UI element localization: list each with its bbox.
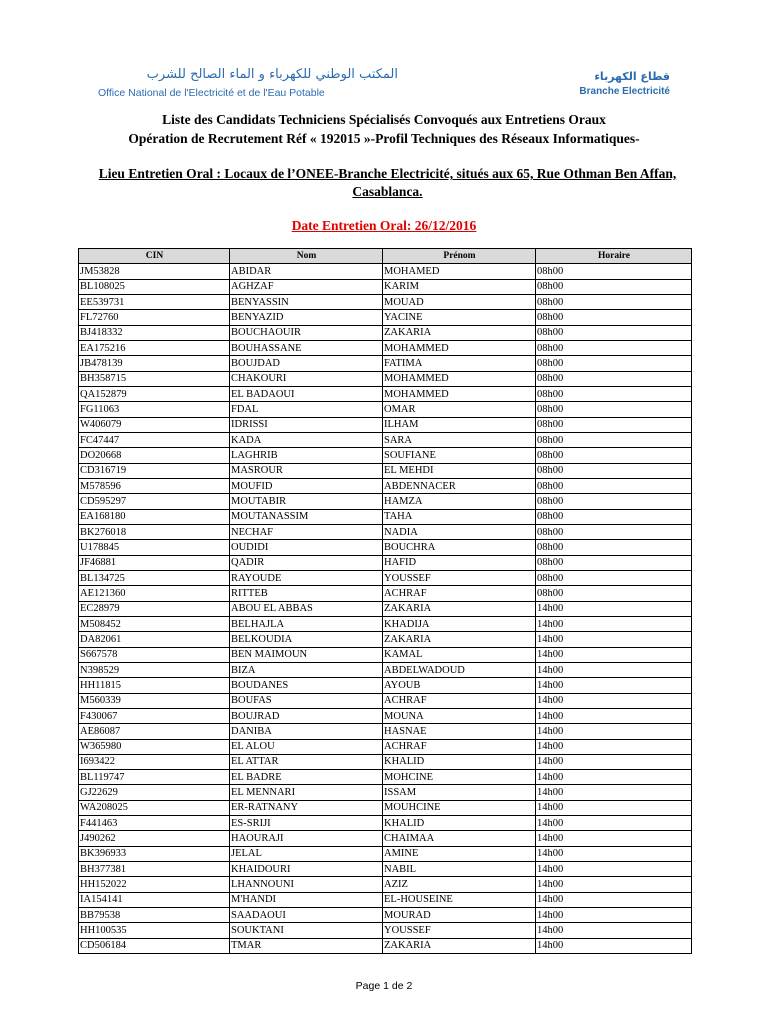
table-row <box>79 294 692 309</box>
table-row <box>79 386 692 401</box>
cell-cin: J490262 <box>79 831 230 846</box>
page-number: Page 1 de 2 <box>355 980 413 992</box>
cell-prenom: ACHRAF <box>383 693 536 708</box>
table-row <box>79 494 692 509</box>
cell-nom: BEN MAIMOUN <box>230 647 383 662</box>
cell-prenom: HASNAE <box>383 724 536 739</box>
table-row <box>79 310 692 325</box>
cell-cin: JF46881 <box>79 555 230 570</box>
cell-cin: FC47447 <box>79 432 230 447</box>
cell-horaire: 08h00 <box>536 340 692 355</box>
cell-horaire: 14h00 <box>536 770 692 785</box>
cell-cin: DA82061 <box>79 632 230 647</box>
cell-prenom: ZAKARIA <box>383 601 536 616</box>
cell-prenom: BOUCHRA <box>383 540 536 555</box>
cell-nom: BELKOUDIA <box>230 632 383 647</box>
cell-nom: EL BADRE <box>230 770 383 785</box>
table-row <box>79 586 692 601</box>
cell-horaire: 08h00 <box>536 264 692 279</box>
cell-horaire: 14h00 <box>536 632 692 647</box>
cell-cin: BK276018 <box>79 524 230 539</box>
cell-horaire: 08h00 <box>536 325 692 340</box>
table-row <box>79 724 692 739</box>
cell-horaire: 14h00 <box>536 724 692 739</box>
cell-cin: FG11063 <box>79 402 230 417</box>
cell-horaire: 14h00 <box>536 892 692 907</box>
onee-name-arabic: المكتب الوطني للكهرباء و الماء الصالح للشرب <box>146 67 398 82</box>
cell-cin: EA175216 <box>79 340 230 355</box>
cell-prenom: EL MEHDI <box>383 463 536 478</box>
cell-nom: EL ATTAR <box>230 754 383 769</box>
cell-horaire: 14h00 <box>536 800 692 815</box>
cell-prenom: TAHA <box>383 509 536 524</box>
cell-prenom: OMAR <box>383 402 536 417</box>
cell-nom: MASROUR <box>230 463 383 478</box>
cell-nom: ABOU EL ABBAS <box>230 601 383 616</box>
cell-nom: M'HANDI <box>230 892 383 907</box>
cell-nom: BOUDANES <box>230 678 383 693</box>
cell-horaire: 14h00 <box>536 647 692 662</box>
cell-prenom: CHAIMAA <box>383 831 536 846</box>
cell-cin: HH11815 <box>79 678 230 693</box>
cell-nom: AGHZAF <box>230 279 383 294</box>
table-row <box>79 448 692 463</box>
cell-nom: EL BADAOUI <box>230 386 383 401</box>
table-row <box>79 892 692 907</box>
cell-cin: M578596 <box>79 478 230 493</box>
cell-prenom: ZAKARIA <box>383 632 536 647</box>
cell-nom: MOUFID <box>230 478 383 493</box>
cell-horaire: 08h00 <box>536 402 692 417</box>
interview-location: Lieu Entretien Oral : Locaux de l’ONEE-Branche Electricité, situés aux 65, Rue Othman Ben Affan, Casablanca. <box>98 166 677 199</box>
table-row <box>79 754 692 769</box>
cell-horaire: 08h00 <box>536 448 692 463</box>
cell-cin: GJ22629 <box>79 785 230 800</box>
branche-name-french: Branche Electricité <box>579 86 670 97</box>
cell-nom: FDAL <box>230 402 383 417</box>
candidates-table <box>78 248 692 954</box>
cell-cin: W365980 <box>79 739 230 754</box>
cell-prenom: MOURAD <box>383 908 536 923</box>
cell-horaire: 14h00 <box>536 816 692 831</box>
cell-cin: HH152022 <box>79 877 230 892</box>
table-row <box>79 509 692 524</box>
cell-horaire: 14h00 <box>536 616 692 631</box>
document-title: Liste des Candidats Techniciens Spécialisés Convoqués aux Entretiens Oraux <box>162 112 606 127</box>
cell-prenom: MOHAMMED <box>383 386 536 401</box>
table-row <box>79 340 692 355</box>
cell-nom: BOUJRAD <box>230 708 383 723</box>
table-row <box>79 770 692 785</box>
cell-nom: LAGHRIB <box>230 448 383 463</box>
table-row <box>79 555 692 570</box>
cell-horaire: 08h00 <box>536 570 692 585</box>
cell-horaire: 14h00 <box>536 739 692 754</box>
cell-prenom: MOHCINE <box>383 770 536 785</box>
cell-nom: BOUFAS <box>230 693 383 708</box>
cell-horaire: 08h00 <box>536 294 692 309</box>
cell-horaire: 08h00 <box>536 540 692 555</box>
cell-cin: QA152879 <box>79 386 230 401</box>
cell-horaire: 08h00 <box>536 555 692 570</box>
cell-cin: M508452 <box>79 616 230 631</box>
cell-horaire: 08h00 <box>536 478 692 493</box>
cell-cin: F441463 <box>79 816 230 831</box>
cell-horaire: 14h00 <box>536 831 692 846</box>
cell-nom: SAADAOUI <box>230 908 383 923</box>
cell-prenom: MOUAD <box>383 294 536 309</box>
cell-horaire: 14h00 <box>536 678 692 693</box>
table-row <box>79 647 692 662</box>
cell-prenom: ABDENNACER <box>383 478 536 493</box>
cell-horaire: 08h00 <box>536 386 692 401</box>
cell-prenom: MOHAMED <box>383 264 536 279</box>
table-row <box>79 601 692 616</box>
cell-horaire: 08h00 <box>536 524 692 539</box>
cell-cin: EC28979 <box>79 601 230 616</box>
header-horaire: Horaire <box>536 249 692 264</box>
cell-prenom: NABIL <box>383 862 536 877</box>
cell-horaire: 08h00 <box>536 494 692 509</box>
cell-nom: TMAR <box>230 938 383 953</box>
cell-prenom: AYOUB <box>383 678 536 693</box>
cell-nom: IDRISSI <box>230 417 383 432</box>
cell-cin: DO20668 <box>79 448 230 463</box>
cell-prenom: YACINE <box>383 310 536 325</box>
header-nom: Nom <box>230 249 383 264</box>
cell-prenom: HAFID <box>383 555 536 570</box>
cell-nom: KHAIDOURI <box>230 862 383 877</box>
cell-cin: AE121360 <box>79 586 230 601</box>
cell-prenom: ABDELWADOUD <box>383 662 536 677</box>
cell-nom: LHANNOUNI <box>230 877 383 892</box>
cell-nom: KADA <box>230 432 383 447</box>
cell-horaire: 14h00 <box>536 923 692 938</box>
table-row <box>79 432 692 447</box>
table-row <box>79 325 692 340</box>
onee-name-french: Office National de l'Electricité et de l'Eau Potable <box>98 87 325 99</box>
cell-nom: BOUJDAD <box>230 356 383 371</box>
cell-horaire: 14h00 <box>536 785 692 800</box>
table-row <box>79 570 692 585</box>
cell-horaire: 08h00 <box>536 586 692 601</box>
cell-prenom: MOUNA <box>383 708 536 723</box>
cell-prenom: ZAKARIA <box>383 325 536 340</box>
cell-prenom: ISSAM <box>383 785 536 800</box>
cell-nom: HAOURAJI <box>230 831 383 846</box>
cell-nom: CHAKOURI <box>230 371 383 386</box>
cell-prenom: AMINE <box>383 846 536 861</box>
cell-cin: N398529 <box>79 662 230 677</box>
interview-date: Date Entretien Oral: 26/12/2016 <box>291 218 477 233</box>
cell-horaire: 14h00 <box>536 877 692 892</box>
cell-nom: MOUTANASSIM <box>230 509 383 524</box>
cell-horaire: 08h00 <box>536 432 692 447</box>
cell-cin: F430067 <box>79 708 230 723</box>
table-row <box>79 785 692 800</box>
cell-cin: CD506184 <box>79 938 230 953</box>
cell-prenom: MOHAMMED <box>383 340 536 355</box>
cell-prenom: NADIA <box>383 524 536 539</box>
cell-prenom: YOUSSEF <box>383 570 536 585</box>
table-row <box>79 846 692 861</box>
cell-prenom: SOUFIANE <box>383 448 536 463</box>
cell-prenom: KHALID <box>383 816 536 831</box>
table-row <box>79 678 692 693</box>
cell-cin: BH358715 <box>79 371 230 386</box>
table-row <box>79 831 692 846</box>
cell-horaire: 08h00 <box>536 279 692 294</box>
table-row <box>79 708 692 723</box>
table-row <box>79 693 692 708</box>
cell-prenom: YOUSSEF <box>383 923 536 938</box>
cell-horaire: 14h00 <box>536 862 692 877</box>
cell-cin: AE86087 <box>79 724 230 739</box>
cell-horaire: 14h00 <box>536 754 692 769</box>
table-row <box>79 264 692 279</box>
table-row <box>79 540 692 555</box>
cell-cin: BL134725 <box>79 570 230 585</box>
cell-cin: BB79538 <box>79 908 230 923</box>
table-row <box>79 478 692 493</box>
cell-cin: JM53828 <box>79 264 230 279</box>
table-row <box>79 662 692 677</box>
cell-cin: WA208025 <box>79 800 230 815</box>
cell-cin: BL119747 <box>79 770 230 785</box>
cell-cin: BK396933 <box>79 846 230 861</box>
cell-horaire: 14h00 <box>536 601 692 616</box>
cell-horaire: 08h00 <box>536 417 692 432</box>
table-row <box>79 524 692 539</box>
cell-cin: HH100535 <box>79 923 230 938</box>
table-row <box>79 816 692 831</box>
table-row <box>79 862 692 877</box>
table-row <box>79 616 692 631</box>
cell-horaire: 14h00 <box>536 846 692 861</box>
document-subtitle: Opération de Recrutement Réf « 192015 »-Profil Techniques des Réseaux Informatiques- <box>128 131 640 146</box>
cell-cin: EA168180 <box>79 509 230 524</box>
cell-prenom: MOHAMMED <box>383 371 536 386</box>
cell-prenom: EL-HOUSEINE <box>383 892 536 907</box>
cell-nom: BOUCHAOUIR <box>230 325 383 340</box>
table-row <box>79 463 692 478</box>
cell-nom: ABIDAR <box>230 264 383 279</box>
table-header-row <box>79 249 692 264</box>
cell-prenom: KHALID <box>383 754 536 769</box>
cell-cin: BJ418332 <box>79 325 230 340</box>
cell-cin: IA154141 <box>79 892 230 907</box>
cell-horaire: 08h00 <box>536 310 692 325</box>
cell-nom: EL MENNARI <box>230 785 383 800</box>
cell-nom: ES-SRIJI <box>230 816 383 831</box>
cell-cin: I693422 <box>79 754 230 769</box>
cell-cin: M560339 <box>79 693 230 708</box>
cell-prenom: ILHAM <box>383 417 536 432</box>
cell-cin: CD595297 <box>79 494 230 509</box>
cell-nom: NECHAF <box>230 524 383 539</box>
table-row <box>79 908 692 923</box>
cell-prenom: ZAKARIA <box>383 938 536 953</box>
cell-cin: BH377381 <box>79 862 230 877</box>
cell-prenom: ACHRAF <box>383 739 536 754</box>
table-row <box>79 632 692 647</box>
cell-horaire: 14h00 <box>536 938 692 953</box>
cell-cin: W406079 <box>79 417 230 432</box>
cell-cin: CD316719 <box>79 463 230 478</box>
cell-nom: QADIR <box>230 555 383 570</box>
cell-cin: U178845 <box>79 540 230 555</box>
cell-nom: JELAL <box>230 846 383 861</box>
header-prenom: Prénom <box>383 249 536 264</box>
table-row <box>79 923 692 938</box>
cell-nom: BELHAJLA <box>230 616 383 631</box>
table-row <box>79 371 692 386</box>
table-row <box>79 739 692 754</box>
table-row <box>79 402 692 417</box>
cell-nom: EL ALOU <box>230 739 383 754</box>
cell-nom: RAYOUDE <box>230 570 383 585</box>
cell-horaire: 14h00 <box>536 708 692 723</box>
cell-nom: MOUTABIR <box>230 494 383 509</box>
table-row <box>79 279 692 294</box>
cell-nom: OUDIDI <box>230 540 383 555</box>
cell-prenom: ACHRAF <box>383 586 536 601</box>
branche-logo-right <box>579 70 670 98</box>
cell-cin: FL72760 <box>79 310 230 325</box>
cell-nom: DANIBA <box>230 724 383 739</box>
cell-horaire: 08h00 <box>536 371 692 386</box>
table-row <box>79 877 692 892</box>
cell-cin: JB478139 <box>79 356 230 371</box>
table-row <box>79 938 692 953</box>
cell-prenom: SARA <box>383 432 536 447</box>
cell-prenom: MOUHCINE <box>383 800 536 815</box>
branche-name-arabic: قطاع الكهرباء <box>594 70 670 83</box>
cell-horaire: 08h00 <box>536 509 692 524</box>
table-row <box>79 356 692 371</box>
cell-nom: SOUKTANI <box>230 923 383 938</box>
cell-horaire: 14h00 <box>536 662 692 677</box>
cell-prenom: KAMAL <box>383 647 536 662</box>
cell-prenom: AZIZ <box>383 877 536 892</box>
header-cin: CIN <box>79 249 230 264</box>
cell-cin: EE539731 <box>79 294 230 309</box>
cell-horaire: 14h00 <box>536 693 692 708</box>
cell-prenom: FATIMA <box>383 356 536 371</box>
cell-cin: S667578 <box>79 647 230 662</box>
cell-cin: BL108025 <box>79 279 230 294</box>
cell-prenom: HAMZA <box>383 494 536 509</box>
cell-horaire: 14h00 <box>536 908 692 923</box>
cell-horaire: 08h00 <box>536 463 692 478</box>
cell-horaire: 08h00 <box>536 356 692 371</box>
cell-nom: BENYASSIN <box>230 294 383 309</box>
cell-nom: ER-RATNANY <box>230 800 383 815</box>
cell-nom: BIZA <box>230 662 383 677</box>
cell-nom: BENYAZID <box>230 310 383 325</box>
cell-nom: RITTEB <box>230 586 383 601</box>
cell-prenom: KARIM <box>383 279 536 294</box>
cell-prenom: KHADIJA <box>383 616 536 631</box>
cell-nom: BOUHASSANE <box>230 340 383 355</box>
onee-logo-left <box>98 66 398 100</box>
table-row <box>79 417 692 432</box>
table-row <box>79 800 692 815</box>
